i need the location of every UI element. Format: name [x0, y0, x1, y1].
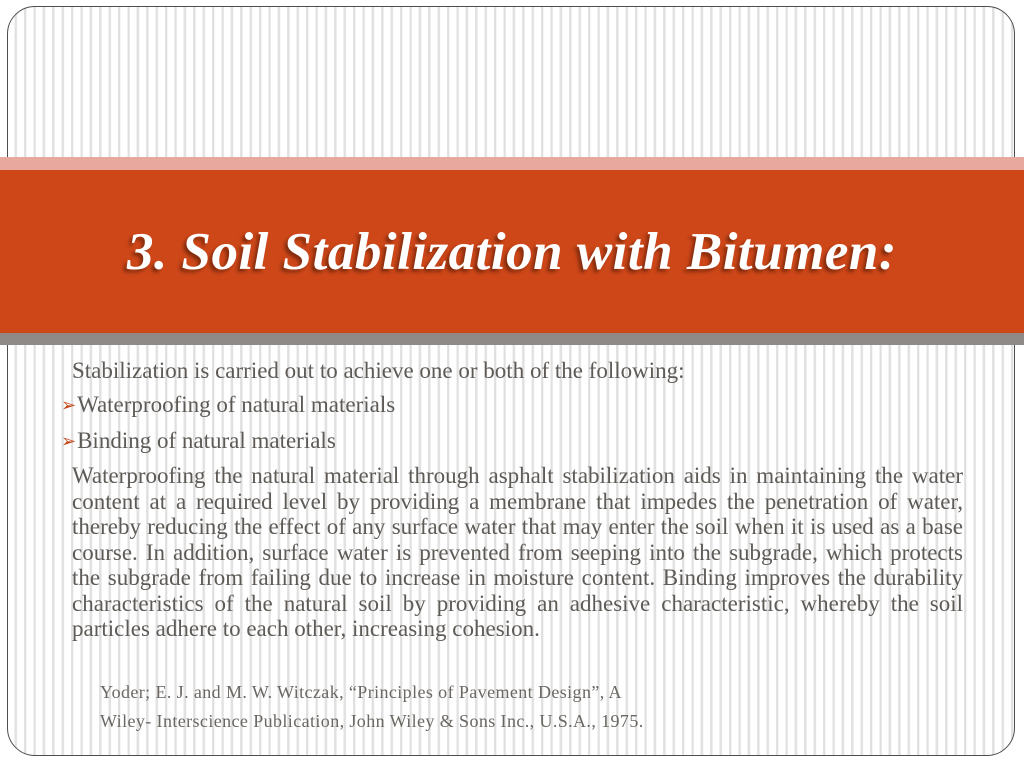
bullet-text: Binding of natural materials — [77, 428, 336, 453]
bullet-item — [61, 391, 963, 420]
slide-title: 3. Soil Stabilization with Bitumen: — [126, 222, 898, 281]
pink-stripe — [0, 157, 1024, 170]
citation-line: Wiley- Interscience Publication, John Wiley & Sons Inc., U.S.A., 1975. — [100, 711, 644, 731]
citation — [100, 678, 644, 736]
citation-line: Yoder; E. J. and M. W. Witczak, “Principles of Pavement Design”, A — [100, 682, 622, 702]
intro-line: Stabilization is carried out to achieve one or both of the following: — [72, 358, 685, 383]
gray-stripe — [0, 333, 1024, 345]
slide-body — [61, 357, 963, 642]
title-banner — [0, 170, 1024, 333]
bullet-item — [61, 427, 963, 456]
body-paragraph: Waterproofing the natural material through asphalt stabilization aids in maintaining the water content at a required level by providing a membrane that impedes the penetration of water, thereby reducing the effect of any surface water that may enter the soil when it is used as a base course. In addition, surface water is prevented from seeping into the subgrade, which protects the subgrade from failing due to increase in moisture content. Binding improves the durability characteristics of the natural soil by providing an adhesive characteristic, whereby the soil particles adhere to each other, increasing cohesion. — [72, 463, 963, 641]
arrow-bullet-icon: ➢ — [61, 431, 77, 452]
arrow-bullet-icon: ➢ — [61, 395, 77, 416]
bullet-text: Waterproofing of natural materials — [77, 392, 396, 417]
